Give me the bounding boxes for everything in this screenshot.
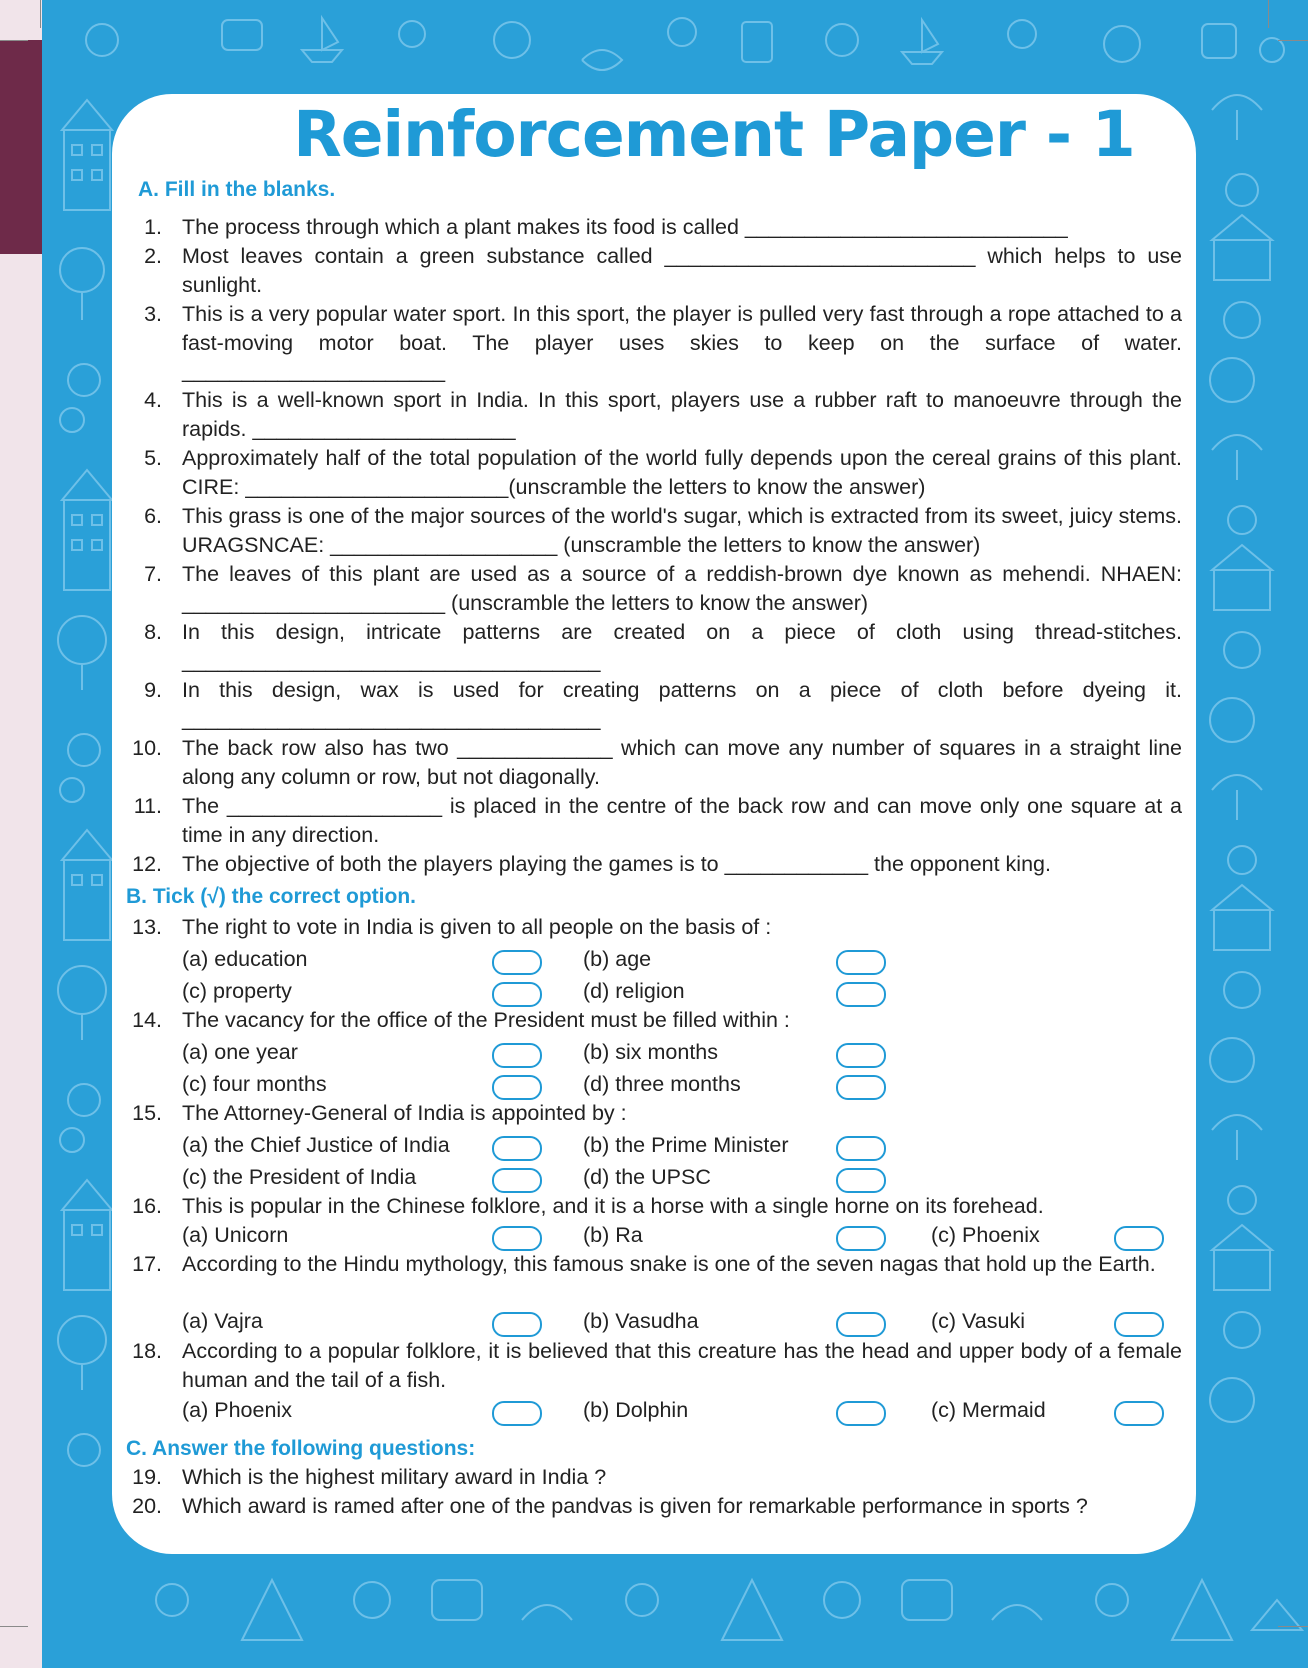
question-18 [118, 1337, 1182, 1394]
question-text: The leaves of this plant are used as a source of a reddish-brown dye known as mehendi. NHAEN: ______________________ (unscramble the letters to know the answer) [182, 562, 1182, 615]
question-number: 13. [132, 915, 162, 939]
crop-mark [1278, 1626, 1308, 1627]
option-14c: (c) four months [182, 1072, 327, 1096]
option-14b: (b) six months [583, 1040, 719, 1064]
tick-box[interactable] [836, 982, 886, 1007]
tick-box[interactable] [492, 1168, 542, 1193]
crop-mark [0, 40, 28, 41]
section-a-heading: A. Fill in the blanks. [138, 178, 336, 201]
question-20 [118, 1492, 1182, 1521]
question-number: 17. [132, 1252, 162, 1276]
question-8 [118, 618, 1182, 675]
page-title: Reinforcement Paper - 1 [293, 98, 1135, 171]
question-text: The vacancy for the office of the President must be filled within : [182, 1008, 790, 1032]
question-15 [118, 1099, 1182, 1128]
question-text: The right to vote in India is given to all people on the basis of : [182, 915, 772, 939]
crop-mark [40, 0, 41, 28]
question-10 [118, 734, 1182, 791]
question-number: 3. [144, 302, 162, 326]
option-17c: (c) Vasuki [931, 1309, 1025, 1333]
option-16b: (b) Ra [583, 1223, 643, 1247]
option-15d: (d) the UPSC [583, 1165, 711, 1189]
tick-box[interactable] [836, 1401, 886, 1426]
question-number: 10. [132, 736, 162, 760]
question-16 [118, 1192, 1182, 1221]
question-number: 11. [133, 794, 162, 818]
question-text: This is a well-known sport in India. In this sport, players use a rubber raft to manoeuvre through the rapids. ______________________ [182, 388, 1182, 441]
option-13b: (b) age [583, 947, 652, 971]
option-18b: (b) Dolphin [583, 1398, 689, 1422]
question-number: 19. [132, 1465, 162, 1489]
question-text: Most leaves contain a green substance called __________________________ which helps to use sunlight. [182, 244, 1182, 297]
question-3 [118, 300, 1182, 386]
tick-box[interactable] [492, 982, 542, 1007]
option-17a: (a) Vajra [182, 1309, 263, 1333]
question-9 [118, 676, 1182, 733]
question-6 [118, 502, 1182, 559]
question-2 [118, 242, 1182, 299]
question-7 [118, 560, 1182, 617]
option-14d: (d) three months [583, 1072, 741, 1096]
tick-box[interactable] [492, 1401, 542, 1426]
tick-box[interactable] [492, 1226, 542, 1251]
option-16a: (a) Unicorn [182, 1223, 289, 1247]
section-b-heading: B. Tick (√) the correct option. [126, 885, 417, 908]
crop-mark [1268, 0, 1269, 28]
option-16c: (c) Phoenix [931, 1223, 1040, 1247]
option-15a: (a) the Chief Justice of India [182, 1133, 450, 1157]
tick-box[interactable] [836, 950, 886, 975]
crop-mark [1278, 40, 1308, 41]
question-number: 2. [144, 244, 162, 268]
question-number: 6. [144, 504, 162, 528]
question-number: 8. [144, 620, 162, 644]
option-18a: (a) Phoenix [182, 1398, 292, 1422]
option-17b: (b) Vasudha [583, 1309, 699, 1333]
option-13a: (a) education [182, 947, 308, 971]
option-14a: (a) one year [182, 1040, 298, 1064]
question-number: 15. [132, 1101, 162, 1125]
tick-box[interactable] [1114, 1312, 1164, 1337]
option-15c: (c) the President of India [182, 1165, 417, 1189]
question-text: In this design, intricate patterns are created on a piece of cloth using thread-stitches. ___________________________________ [182, 620, 1182, 673]
question-number: 18. [132, 1339, 162, 1363]
tick-box[interactable] [836, 1312, 886, 1337]
tick-box[interactable] [836, 1043, 886, 1068]
question-5 [118, 444, 1182, 501]
question-14 [118, 1006, 1182, 1035]
tick-box[interactable] [836, 1075, 886, 1100]
option-13d: (d) religion [583, 979, 685, 1003]
question-17 [118, 1250, 1182, 1279]
question-text: According to a popular folklore, it is believed that this creature has the head and upper body of a female human and the tail of a fish. [182, 1339, 1182, 1392]
question-number: 4. [144, 388, 162, 412]
question-text: The Attorney-General of India is appointed by : [182, 1101, 627, 1125]
question-number: 12. [132, 852, 162, 876]
question-text: This is a very popular water sport. In this sport, the player is pulled very fast through a rope attached to a fast-moving motor boat. The player uses skies to keep on the surface of water. ______________________ [182, 302, 1182, 383]
question-text: Which is the highest military award in India ? [182, 1465, 607, 1489]
tick-box[interactable] [836, 1168, 886, 1193]
left-margin-strip [0, 0, 42, 1668]
option-15b: (b) the Prime Minister [583, 1133, 789, 1157]
question-number: 9. [144, 678, 162, 702]
question-1 [118, 213, 1182, 242]
tick-box[interactable] [492, 1043, 542, 1068]
tick-box[interactable] [836, 1136, 886, 1161]
question-text: This is popular in the Chinese folklore, and it is a horse with a single horne on its forehead. [182, 1194, 1044, 1218]
question-text: The objective of both the players playing the games is to ____________ the opponent king. [182, 852, 1051, 876]
tick-box[interactable] [492, 950, 542, 975]
option-13c: (c) property [182, 979, 292, 1003]
tick-box[interactable] [836, 1226, 886, 1251]
question-19 [118, 1463, 1182, 1492]
tick-box[interactable] [492, 1075, 542, 1100]
question-number: 5. [144, 446, 162, 470]
tick-box[interactable] [1114, 1226, 1164, 1251]
question-number: 7. [144, 562, 162, 586]
question-12 [118, 850, 1182, 879]
crop-mark [0, 1626, 28, 1627]
question-text: The process through which a plant makes its food is called ___________________________ [182, 215, 1068, 239]
question-number: 16. [132, 1194, 162, 1218]
question-11 [118, 792, 1182, 849]
question-text: In this design, wax is used for creating patterns on a piece of cloth before dyeing it. ___________________________________ [182, 678, 1182, 731]
question-text: Approximately half of the total population of the world fully depends upon the cereal grains of this plant. CIRE: ______________________(unscramble the letters to know the answer) [182, 446, 1182, 499]
question-number: 20. [132, 1494, 162, 1518]
tick-box[interactable] [492, 1312, 542, 1337]
question-4 [118, 386, 1182, 443]
question-number: 14. [132, 1008, 162, 1032]
question-number: 1. [144, 215, 162, 239]
question-text: This grass is one of the major sources of the world's sugar, which is extracted from its sweet, juicy stems. URAGSNCAE: ___________________ (unscramble the letters to know the answer) [182, 504, 1182, 557]
question-text: According to the Hindu mythology, this famous snake is one of the seven nagas that hold up the Earth. [182, 1252, 1156, 1276]
option-18c: (c) Mermaid [931, 1398, 1046, 1422]
question-text: The __________________ is placed in the centre of the back row and can move only one square at a time in any direction. [182, 794, 1182, 847]
question-13 [118, 913, 1182, 942]
question-text: The back row also has two _____________ which can move any number of squares in a straight line along any column or row, but not diagonally. [182, 736, 1182, 789]
tick-box[interactable] [1114, 1401, 1164, 1426]
tick-box[interactable] [492, 1136, 542, 1161]
section-c-heading: C. Answer the following questions: [126, 1437, 476, 1460]
question-text: Which award is ramed after one of the pandvas is given for remarkable performance in sports ? [182, 1494, 1088, 1518]
